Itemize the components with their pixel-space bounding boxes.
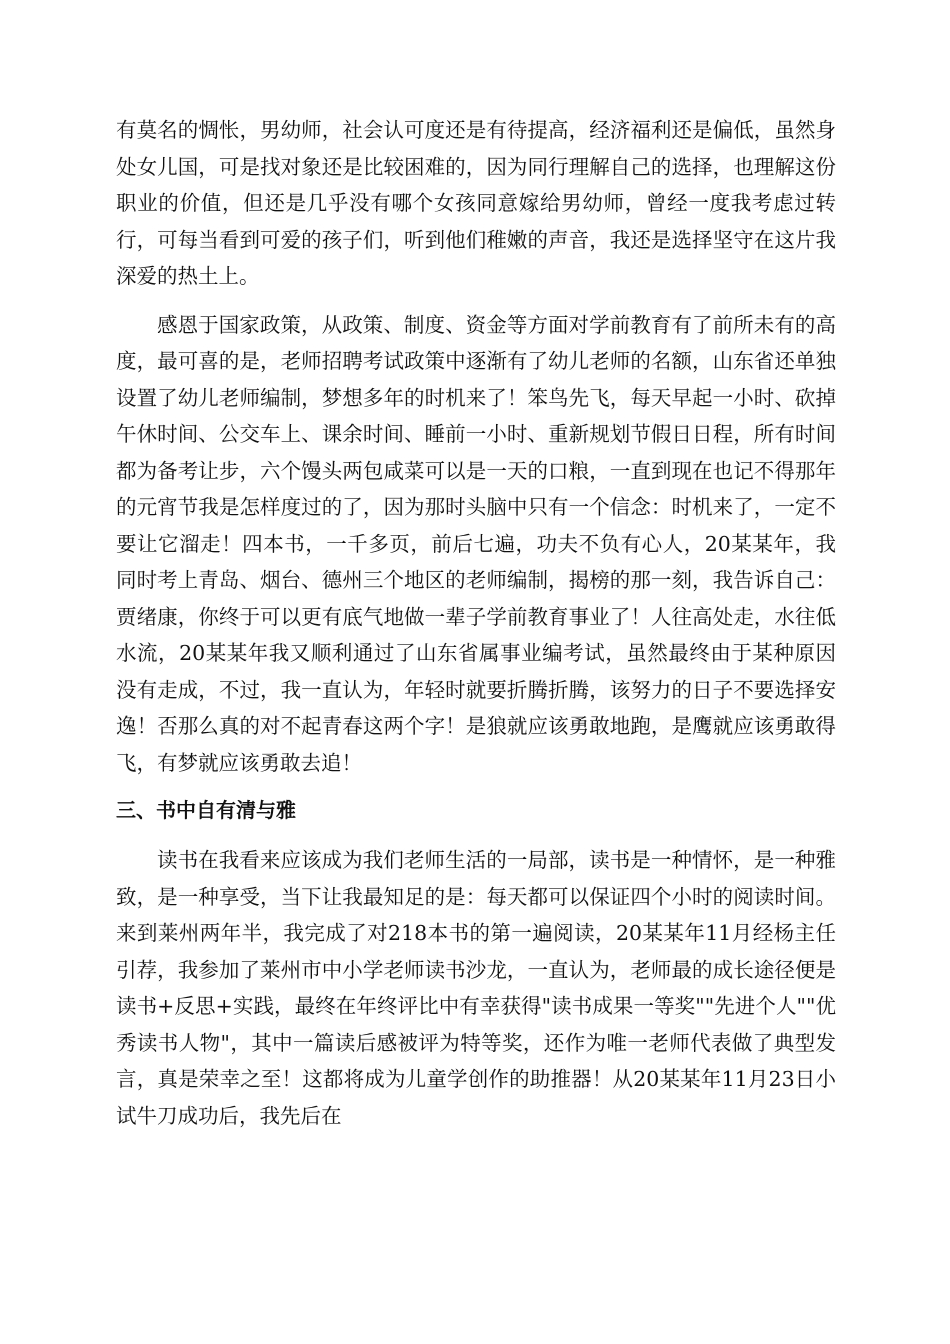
paragraph-continuation: 有莫名的惆怅，男幼师，社会认可度还是有待提高，经济福利还是偏低，虽然身处女儿国，可是找对象还是比较困难的，因为同行理解自己的选择，也理解这份职业的价值，但还是几乎没有哪个女孩同意嫁给男幼师，曾经一度我考虑过转行，可每当看到可爱的孩子们，听到他们稚嫩的声音，我还是选择坚守在这片我深爱的热土上。 (116, 118, 836, 288)
paragraph-policy-exam: 感恩于国家政策，从政策、制度、资金等方面对学前教育有了前所未有的高度，最可喜的是，老师招聘考试政策中逐渐有了幼儿老师的名额，山东省还单独设置了幼儿老师编制，梦想多年的时机来了！笨鸟先飞，每天早起一小时、砍掉午休时间、公交车上、课余时间、睡前一小时、重新规划节假日日程，所有时间都为备考让步，六个馒头两包咸菜可以是一天的口粮，一直到现在也记不得那年的元宵节我是怎样度过的了，因为那时头脑中只有一个信念：时机来了，一定不要让它溜走！四本书，一千多页，前后七遍，功夫不负有心人，20某某年，我同时考上青岛、烟台、德州三个地区的老师编制，揭榜的那一刻，我告诉自己：贾绪康，你终于可以更有底气地做一辈子学前教育事业了！人往高处走，水往低水流，20某某年我又顺利通过了山东省属事业编考试，虽然最终由于某种原因没有走成，不过，我一直认为，年轻时就要折腾折腾，该努力的日子不要选择安逸！否那么真的对不起青春这两个字！是狼就应该勇敢地跑，是鹰就应该勇敢得飞，有梦就应该勇敢去追！ (116, 312, 836, 775)
section-heading: 三、书中自有清与雅 (116, 798, 296, 822)
paragraph-reading: 读书在我看来应该成为我们老师生活的一局部，读书是一种情怀，是一种雅致，是一种享受，当下让我最知足的是：每天都可以保证四个小时的阅读时间。来到莱州两年半，我完成了对218本书的第一遍阅读，20某某年11月经杨主任引荐，我参加了莱州市中小学老师读书沙龙，一直认为，老师最的成长途径便是读书+反思+实践，最终在年终评比中有幸获得"读书成果一等奖""先进个人""优秀读书人物"，其中一篇读后感被评为特等奖，还作为唯一老师代表做了典型发言，真是荣幸之至！这都将成为儿童学创作的助推器！从20某某年11月23日小试牛刀成功后，我先后在 (116, 848, 836, 1128)
document-body (116, 112, 836, 1146)
